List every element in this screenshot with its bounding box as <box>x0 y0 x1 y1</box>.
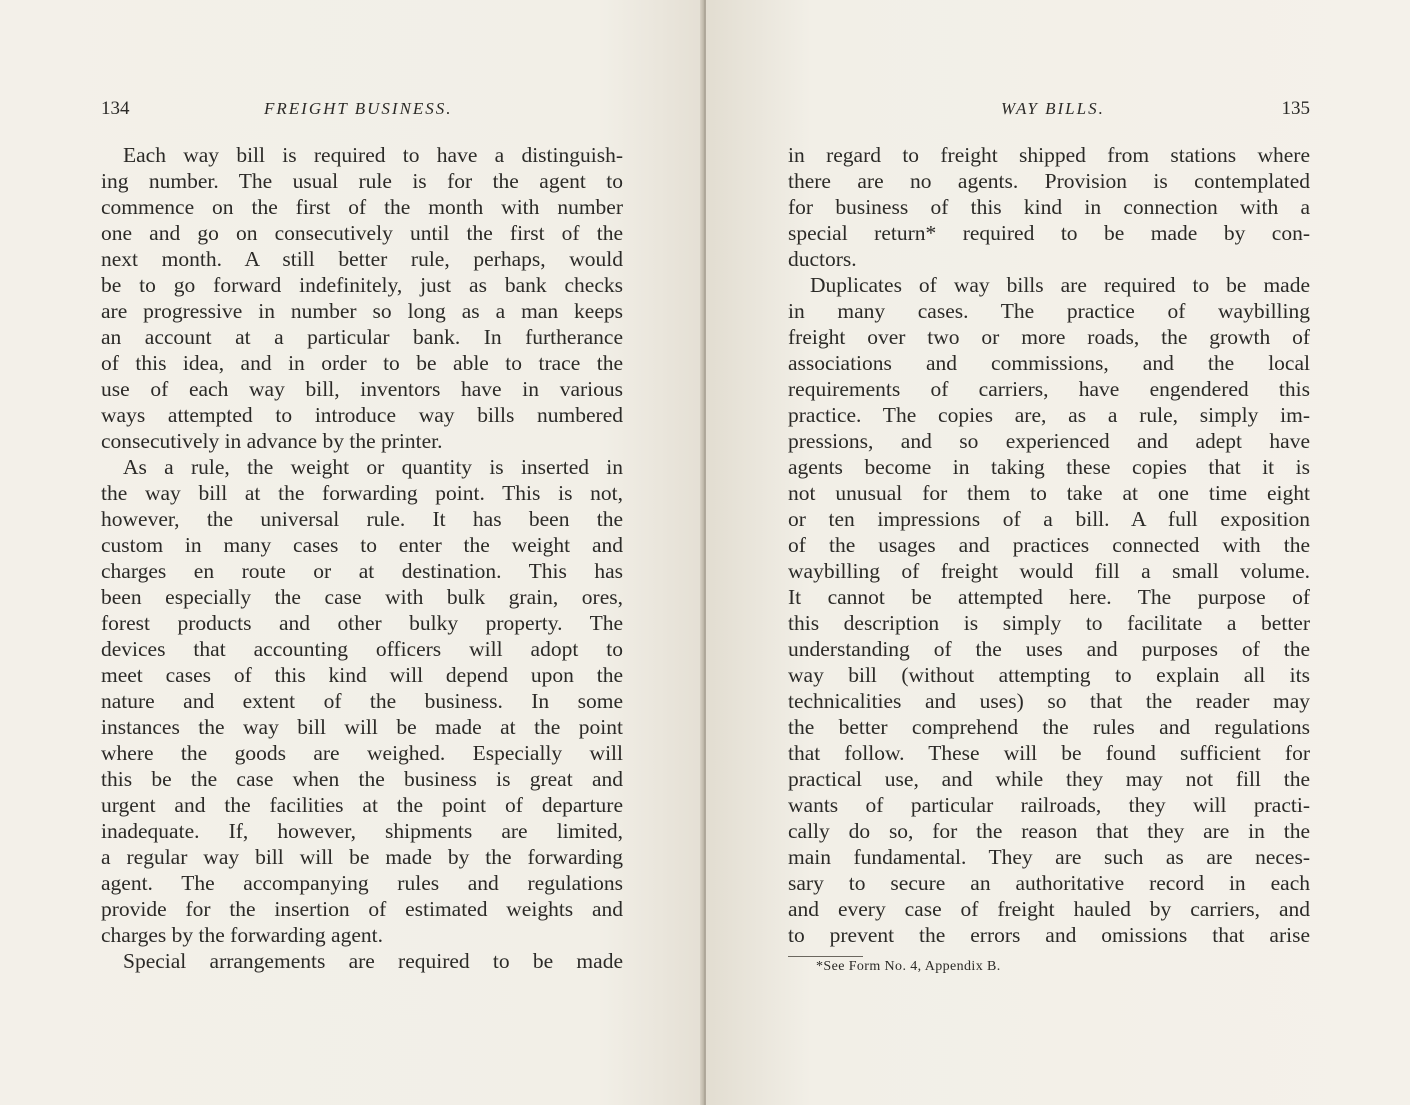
text-line: nature and extent of the business. In some <box>101 689 623 713</box>
text-line: agents become in taking these copies that it is <box>788 455 1310 479</box>
text-line: ing number. The usual rule is for the agent to <box>101 169 623 193</box>
text-line: sary to secure an authoritative record in each <box>788 871 1310 895</box>
text-line: be to go forward indefinitely, just as bank checks <box>101 273 623 297</box>
right-page <box>706 0 1410 1105</box>
text-line: practical use, and while they may not fill the <box>788 767 1310 791</box>
text-line: main fundamental. They are such as are neces- <box>788 845 1310 869</box>
text-line: Duplicates of way bills are required to be made <box>810 273 1310 297</box>
text-line: wants of particular railroads, they will practi- <box>788 793 1310 817</box>
text-line: consecutively in advance by the printer. <box>101 429 443 453</box>
text-line: ways attempted to introduce way bills numbered <box>101 403 623 427</box>
running-head: WAY BILLS. <box>1001 99 1105 118</box>
text-line: Each way bill is required to have a distinguish- <box>123 143 623 167</box>
text-line: associations and commissions, and the local <box>788 351 1310 375</box>
page-number: 135 <box>1281 98 1310 119</box>
text-line: the way bill at the forwarding point. This is not, <box>101 481 623 505</box>
text-line: or ten impressions of a bill. A full exposition <box>788 507 1310 531</box>
text-line: a regular way bill will be made by the forwarding <box>101 845 623 869</box>
text-line: urgent and the facilities at the point of departure <box>101 793 623 817</box>
text-line: waybilling of freight would fill a small volume. <box>788 559 1310 583</box>
text-line: cally do so, for the reason that they are in the <box>788 819 1310 843</box>
text-line: charges en route or at destination. This has <box>101 559 623 583</box>
text-line: meet cases of this kind will depend upon the <box>101 663 623 687</box>
text-line: and every case of freight hauled by carriers, and <box>788 897 1310 921</box>
text-line: in regard to freight shipped from stations where <box>788 143 1310 167</box>
right-text-block <box>788 142 1310 948</box>
running-head: FREIGHT BUSINESS. <box>264 99 453 118</box>
text-line: instances the way bill will be made at the point <box>101 715 623 739</box>
text-line: provide for the insertion of estimated weights and <box>101 897 623 921</box>
text-line: custom in many cases to enter the weight and <box>101 533 623 557</box>
text-line: of this idea, and in order to be able to trace the <box>101 351 623 375</box>
left-text-block <box>101 142 623 974</box>
text-line: the better comprehend the rules and regulations <box>788 715 1310 739</box>
text-line: understanding of the uses and purposes of the <box>788 637 1310 661</box>
text-line: pressions, and so experienced and adept have <box>788 429 1310 453</box>
text-line: special return* required to be made by con- <box>788 221 1310 245</box>
text-line: As a rule, the weight or quantity is inserted in <box>123 455 623 479</box>
text-line: this description is simply to facilitate a better <box>788 611 1310 635</box>
text-line: where the goods are weighed. Especially will <box>101 741 623 765</box>
text-line: way bill (without attempting to explain all its <box>788 663 1310 687</box>
text-line: this be the case when the business is great and <box>101 767 623 791</box>
text-line: devices that accounting officers will adopt to <box>101 637 623 661</box>
text-line: commence on the first of the month with number <box>101 195 623 219</box>
text-line: requirements of carriers, have engendered this <box>788 377 1310 401</box>
text-line: to prevent the errors and omissions that arise <box>788 923 1310 947</box>
text-line: for business of this kind in connection with a <box>788 195 1310 219</box>
text-line: ductors. <box>788 247 857 271</box>
text-line: next month. A still better rule, perhaps, would <box>101 247 623 271</box>
text-line: practice. The copies are, as a rule, simply im- <box>788 403 1310 427</box>
text-line: in many cases. The practice of waybilling <box>788 299 1310 323</box>
text-line: freight over two or more roads, the growth of <box>788 325 1310 349</box>
text-line: agent. The accompanying rules and regulations <box>101 871 623 895</box>
right-page-header <box>788 96 1310 122</box>
left-page-header <box>101 96 623 122</box>
footnote: *See Form No. 4, Appendix B. <box>816 959 1001 974</box>
text-line: technicalities and uses) so that the reader may <box>788 689 1310 713</box>
text-line: charges by the forwarding agent. <box>101 923 383 947</box>
text-line: It cannot be attempted here. The purpose of <box>788 585 1310 609</box>
text-line: not unusual for them to take at one time eight <box>788 481 1310 505</box>
text-line: are progressive in number so long as a man keeps <box>101 299 623 323</box>
text-line: an account at a particular bank. In furtherance <box>101 325 623 349</box>
left-page <box>0 0 704 1105</box>
text-line: been especially the case with bulk grain, ores, <box>101 585 623 609</box>
text-line: one and go on consecutively until the first of the <box>101 221 623 245</box>
text-line: inadequate. If, however, shipments are limited, <box>101 819 623 843</box>
text-line: Special arrangements are required to be made <box>123 949 623 973</box>
text-line: however, the universal rule. It has been the <box>101 507 623 531</box>
text-line: forest products and other bulky property. The <box>101 611 623 635</box>
text-line: use of each way bill, inventors have in various <box>101 377 623 401</box>
text-line: that follow. These will be found sufficient for <box>788 741 1310 765</box>
text-line: there are no agents. Provision is contemplated <box>788 169 1310 193</box>
page-number: 134 <box>101 98 130 119</box>
text-line: of the usages and practices connected with the <box>788 533 1310 557</box>
